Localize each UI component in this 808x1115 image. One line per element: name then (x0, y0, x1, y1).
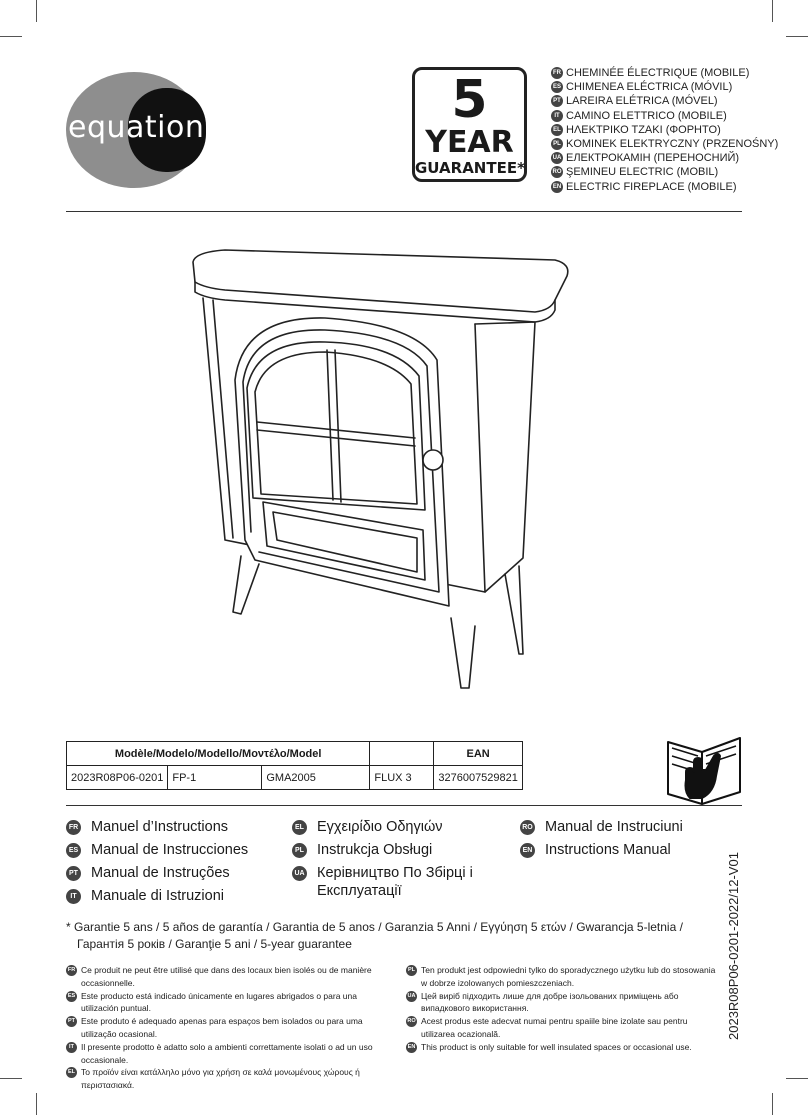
language-badge: IT (66, 889, 81, 904)
warning-text: Цей виріб підходить лише для добре ізольованих приміщень або випадкового використання. (421, 990, 679, 1014)
warning-text: Acest produs este adecvat numai pentru spaiile bine izolate sau pentru utilizarea ocazională. (421, 1016, 688, 1039)
usage-warnings-right (406, 964, 716, 1054)
language-badge: UA (406, 991, 417, 1002)
guarantee-label: GUARANTEE* (415, 159, 525, 177)
language-badge: ES (551, 81, 563, 93)
crop-mark (36, 1093, 37, 1115)
guarantee-note-line: Гарантія 5 років / Garanţie 5 ani / 5-year guarantee (77, 937, 352, 951)
manual-title (66, 887, 224, 905)
language-badge: FR (66, 965, 77, 976)
manual-title (292, 864, 492, 900)
language-badge: RO (406, 1016, 417, 1027)
divider (66, 805, 742, 806)
product-name: CHIMENEA ELÉCTRICA (MÓVIL) (566, 81, 733, 94)
product-name-row (551, 66, 801, 80)
product-name: ЕЛЕКТРОКАМІН (ПЕРЕНОСНИЙ) (566, 152, 740, 165)
product-name-row (551, 137, 801, 151)
guarantee-badge (412, 67, 527, 182)
read-manual-icon (664, 732, 744, 808)
product-name-row (551, 123, 801, 137)
language-badge: PL (292, 843, 307, 858)
product-name: ΗΛΕΚΤΡΙΚΟ ΤΖΑΚΙ (ΦΟΡΗΤΟ) (566, 123, 721, 136)
product-name: KOMINEK ELEKTRYCZNY (PRZENOŚNY) (566, 138, 779, 151)
manual-title-text: Manual de Instruciuni (545, 819, 683, 835)
product-name-row (551, 165, 801, 179)
language-badge: EL (292, 820, 307, 835)
table-cell: 2023R08P06-0201 (67, 766, 168, 790)
manual-title-text: Manual de Instrucciones (91, 842, 249, 858)
manual-title-text: Manual de Instruções (91, 865, 230, 881)
product-name-list (551, 66, 801, 194)
language-badge: PT (551, 95, 563, 107)
manual-title (66, 864, 230, 882)
table-cell: FLUX 3 (370, 766, 434, 790)
language-badge: EL (66, 1067, 77, 1078)
manual-title (66, 818, 228, 836)
language-badge: ES (66, 991, 77, 1002)
language-badge: PT (66, 866, 81, 881)
manual-title-text: Manuale di Istruzioni (91, 888, 224, 904)
product-name: ŞEMINEU ELECTRIC (MOBIL) (566, 166, 719, 179)
language-badge: EN (551, 181, 563, 193)
manual-title (66, 841, 248, 859)
crop-mark (0, 36, 22, 37)
guarantee-years: 5 (451, 70, 488, 130)
warning-text: Este producto está indicado únicamente en lugares abrigados o para una utilización puntual. (81, 990, 357, 1014)
manual-title-text: Instructions Manual (545, 842, 671, 858)
table-row (67, 766, 523, 790)
manual-title (292, 841, 432, 859)
crop-mark (772, 0, 773, 22)
product-name-row (551, 151, 801, 165)
crop-mark (786, 36, 808, 37)
manual-title (520, 841, 671, 859)
warning-row (66, 1015, 396, 1041)
warning-text: Το προϊόν είναι κατάλληλο μόνο για χρήση σε καλά μονωμένους χώρους ή περιστασιακά. (81, 1067, 360, 1091)
usage-warnings-left (66, 964, 396, 1092)
document-reference: 2023R08P06-0201-2022/12-V01 (726, 852, 741, 1040)
warning-row (406, 1015, 716, 1041)
crop-mark (0, 1078, 22, 1079)
fireplace-illustration (185, 240, 585, 700)
table-cell: FP-1 (168, 766, 262, 790)
crop-mark (786, 1078, 808, 1079)
table-cell (370, 742, 434, 766)
warning-text: Ten produkt jest odpowiedni tylko do sporadycznego użytku lub do stosowania w dobrze izolowanych pomieszczeniach. (421, 965, 716, 988)
table-cell: GMA2005 (262, 766, 370, 790)
language-badge: PL (406, 965, 417, 976)
language-badge: EL (551, 124, 563, 136)
language-badge: RO (520, 820, 535, 835)
warning-row (66, 964, 396, 990)
manual-title (520, 818, 683, 836)
language-badge: FR (66, 820, 81, 835)
model-table (66, 741, 523, 790)
product-name-row (551, 94, 801, 108)
brand-name: equation (68, 110, 205, 145)
product-name: CHEMINÉE ÉLECTRIQUE (MOBILE) (566, 67, 750, 80)
brand-logo (66, 70, 216, 188)
product-name: LAREIRA ELÉTRICA (MÓVEL) (566, 95, 718, 108)
warning-row (66, 990, 396, 1016)
language-badge: PT (66, 1016, 77, 1027)
warning-row (66, 1066, 396, 1092)
manual-title-text: Manuel d’Instructions (91, 819, 229, 835)
language-badge: IT (66, 1042, 77, 1053)
product-name-row (551, 180, 801, 194)
product-name-row (551, 80, 801, 94)
language-badge: FR (551, 67, 563, 79)
product-name: ELECTRIC FIREPLACE (MOBILE) (566, 180, 737, 193)
warning-row (66, 1041, 396, 1067)
warning-row (406, 964, 716, 990)
warning-row (406, 1041, 716, 1054)
language-badge: ES (66, 843, 81, 858)
manual-title (292, 818, 443, 836)
language-badge: UA (551, 152, 563, 164)
language-badge: PL (551, 138, 563, 150)
language-badge: IT (551, 110, 563, 122)
warning-text: Ce produit ne peut être utilisé que dans des locaux bien isolés ou de manière occasionnelle. (81, 965, 372, 988)
warning-text: Il presente prodotto è adatto solo a ambienti correttamente isolati o ad un uso occasionale. (81, 1041, 373, 1065)
table-header-row (67, 742, 523, 766)
warning-text: Este produto é adequado apenas para espaços bem isolados ou para uma utilização ocasional. (81, 1016, 363, 1039)
model-header: Modèle/Modelo/Modello/Μοντέλο/Model (67, 742, 370, 766)
table-cell: 3276007529821 (434, 766, 523, 790)
ean-header: EAN (434, 742, 523, 766)
language-badge: RO (551, 166, 563, 178)
warning-row (406, 990, 716, 1016)
guarantee-note-line: * Garantie 5 ans / 5 años de garantía / Garantia de 5 anos / Garanzia 5 Anni / Εγγύηση 5 ετών / Gwarancja 5-letnia / (66, 920, 683, 934)
product-name-row (551, 109, 801, 123)
crop-mark (772, 1093, 773, 1115)
manual-title-text: Керівництво По Збірці і Експлуатації (317, 865, 473, 899)
crop-mark (36, 0, 37, 22)
manual-title-text: Εγχειρίδιο Οδηγιών (317, 819, 443, 835)
language-badge: UA (292, 866, 307, 881)
language-badge: EN (520, 843, 535, 858)
guarantee-note (66, 919, 726, 953)
divider (66, 211, 742, 212)
guarantee-year-label: YEAR (425, 125, 514, 160)
manual-title-text: Instrukcja Obsługi (317, 842, 433, 858)
language-badge: EN (406, 1042, 417, 1053)
warning-text: This product is only suitable for well insulated spaces or occasional use. (421, 1041, 692, 1052)
product-name: CAMINO ELETTRICO (MOBILE) (566, 109, 727, 122)
